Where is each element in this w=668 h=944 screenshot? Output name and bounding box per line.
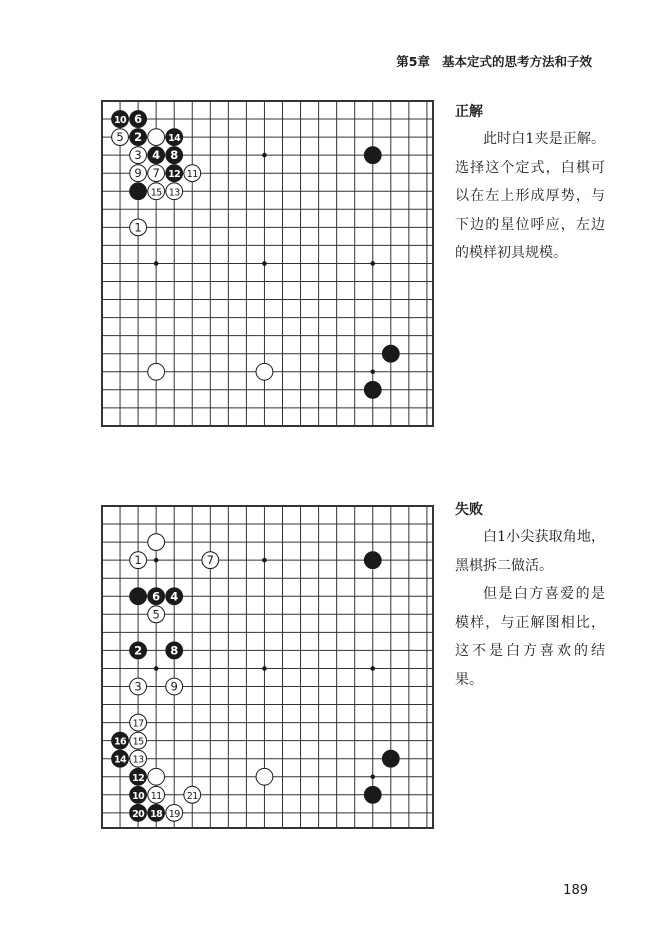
white-stone bbox=[166, 678, 183, 695]
black-stone bbox=[130, 129, 147, 146]
move-number: 16 bbox=[114, 736, 127, 748]
go-board-correct bbox=[101, 100, 434, 427]
move-number: 4 bbox=[170, 589, 179, 604]
move-number: 21 bbox=[186, 790, 198, 802]
move-number: 19 bbox=[168, 808, 180, 820]
white-stone bbox=[130, 552, 147, 569]
move-number: 7 bbox=[152, 166, 160, 181]
move-number: 1 bbox=[134, 220, 142, 235]
black-stone bbox=[112, 732, 129, 749]
black-stone bbox=[148, 804, 165, 821]
black-stone bbox=[130, 183, 147, 200]
move-number: 6 bbox=[152, 589, 161, 604]
diagram-caption-failure bbox=[455, 499, 605, 694]
black-stone bbox=[166, 147, 183, 164]
move-number: 9 bbox=[134, 166, 142, 181]
diagram-caption-correct bbox=[455, 101, 605, 268]
star-point bbox=[370, 666, 375, 671]
move-number: 2 bbox=[134, 643, 143, 658]
caption-paragraph: 但是白方喜爱的是模样，与正解图相比，这不是白方喜欢的结果。 bbox=[455, 586, 605, 688]
white-stone bbox=[148, 786, 165, 803]
move-number: 15 bbox=[150, 187, 162, 199]
black-stone bbox=[148, 588, 165, 605]
black-stone bbox=[130, 642, 147, 659]
star-point bbox=[154, 558, 159, 563]
white-stone bbox=[166, 804, 183, 821]
move-number: 8 bbox=[170, 148, 179, 163]
white-stone bbox=[184, 786, 201, 803]
move-number: 11 bbox=[186, 169, 198, 181]
move-number: 14 bbox=[168, 133, 181, 145]
white-stone bbox=[184, 165, 201, 182]
black-stone bbox=[364, 786, 381, 803]
move-number: 9 bbox=[170, 679, 178, 694]
black-stone bbox=[130, 786, 147, 803]
move-number: 4 bbox=[152, 148, 161, 163]
move-number: 14 bbox=[114, 754, 127, 766]
black-stone bbox=[364, 552, 381, 569]
star-point bbox=[154, 261, 159, 266]
move-number: 18 bbox=[150, 808, 163, 820]
move-number: 10 bbox=[114, 115, 127, 127]
move-number: 5 bbox=[152, 607, 160, 622]
white-stone bbox=[130, 165, 147, 182]
white-stone bbox=[166, 183, 183, 200]
black-stone bbox=[166, 129, 183, 146]
white-stone bbox=[148, 606, 165, 623]
go-board-failure bbox=[101, 505, 434, 829]
black-stone bbox=[130, 804, 147, 821]
black-stone bbox=[112, 111, 129, 128]
move-number: 1 bbox=[134, 553, 142, 568]
white-stone bbox=[148, 363, 165, 380]
black-stone bbox=[166, 588, 183, 605]
white-stone bbox=[148, 768, 165, 785]
move-number: 15 bbox=[132, 736, 144, 748]
black-stone bbox=[166, 642, 183, 659]
star-point bbox=[262, 666, 267, 671]
move-number: 13 bbox=[168, 187, 180, 199]
star-point bbox=[262, 261, 267, 266]
caption-title: 失败 bbox=[455, 502, 483, 518]
black-stone bbox=[148, 147, 165, 164]
move-number: 2 bbox=[134, 130, 143, 145]
black-stone bbox=[130, 768, 147, 785]
move-number: 12 bbox=[132, 772, 145, 784]
move-number: 11 bbox=[150, 790, 162, 802]
black-stone bbox=[364, 147, 381, 164]
page-header bbox=[396, 52, 592, 70]
black-stone bbox=[130, 111, 147, 128]
star-point bbox=[370, 369, 375, 374]
chapter-number: 第5章 bbox=[396, 54, 430, 69]
caption-paragraph: 白1小尖获取角地，黑棋拆二做活。 bbox=[455, 529, 605, 574]
white-stone bbox=[202, 552, 219, 569]
white-stone bbox=[256, 768, 273, 785]
page-number: 189 bbox=[563, 883, 588, 898]
move-number: 17 bbox=[132, 718, 144, 730]
move-number: 7 bbox=[206, 553, 214, 568]
black-stone bbox=[382, 345, 399, 362]
white-stone bbox=[130, 714, 147, 731]
white-stone bbox=[256, 363, 273, 380]
black-stone bbox=[130, 588, 147, 605]
white-stone bbox=[130, 732, 147, 749]
caption-paragraph: 此时白1夹是正解。选择这个定式，白棋可以在左上形成厚势，与下边的星位呼应，左边的模样初具规模。 bbox=[455, 131, 605, 261]
star-point bbox=[262, 153, 267, 158]
caption-title: 正解 bbox=[455, 104, 483, 120]
white-stone bbox=[148, 183, 165, 200]
move-number: 6 bbox=[134, 112, 143, 127]
move-number: 13 bbox=[132, 754, 144, 766]
move-number: 12 bbox=[168, 169, 181, 181]
black-stone bbox=[166, 165, 183, 182]
star-point bbox=[262, 558, 267, 563]
move-number: 3 bbox=[134, 148, 142, 163]
move-number: 8 bbox=[170, 643, 179, 658]
move-number: 5 bbox=[116, 130, 124, 145]
move-number: 20 bbox=[132, 808, 145, 820]
chapter-title: 基本定式的思考方法和子效 bbox=[441, 54, 592, 69]
white-stone bbox=[148, 534, 165, 551]
move-number: 10 bbox=[132, 790, 145, 802]
star-point bbox=[370, 261, 375, 266]
white-stone bbox=[130, 219, 147, 236]
white-stone bbox=[148, 129, 165, 146]
white-stone bbox=[130, 678, 147, 695]
white-stone bbox=[148, 165, 165, 182]
white-stone bbox=[130, 147, 147, 164]
white-stone bbox=[112, 129, 129, 146]
black-stone bbox=[364, 381, 381, 398]
white-stone bbox=[130, 750, 147, 767]
star-point bbox=[370, 774, 375, 779]
star-point bbox=[154, 666, 159, 671]
move-number: 3 bbox=[134, 679, 142, 694]
black-stone bbox=[382, 750, 399, 767]
black-stone bbox=[112, 750, 129, 767]
